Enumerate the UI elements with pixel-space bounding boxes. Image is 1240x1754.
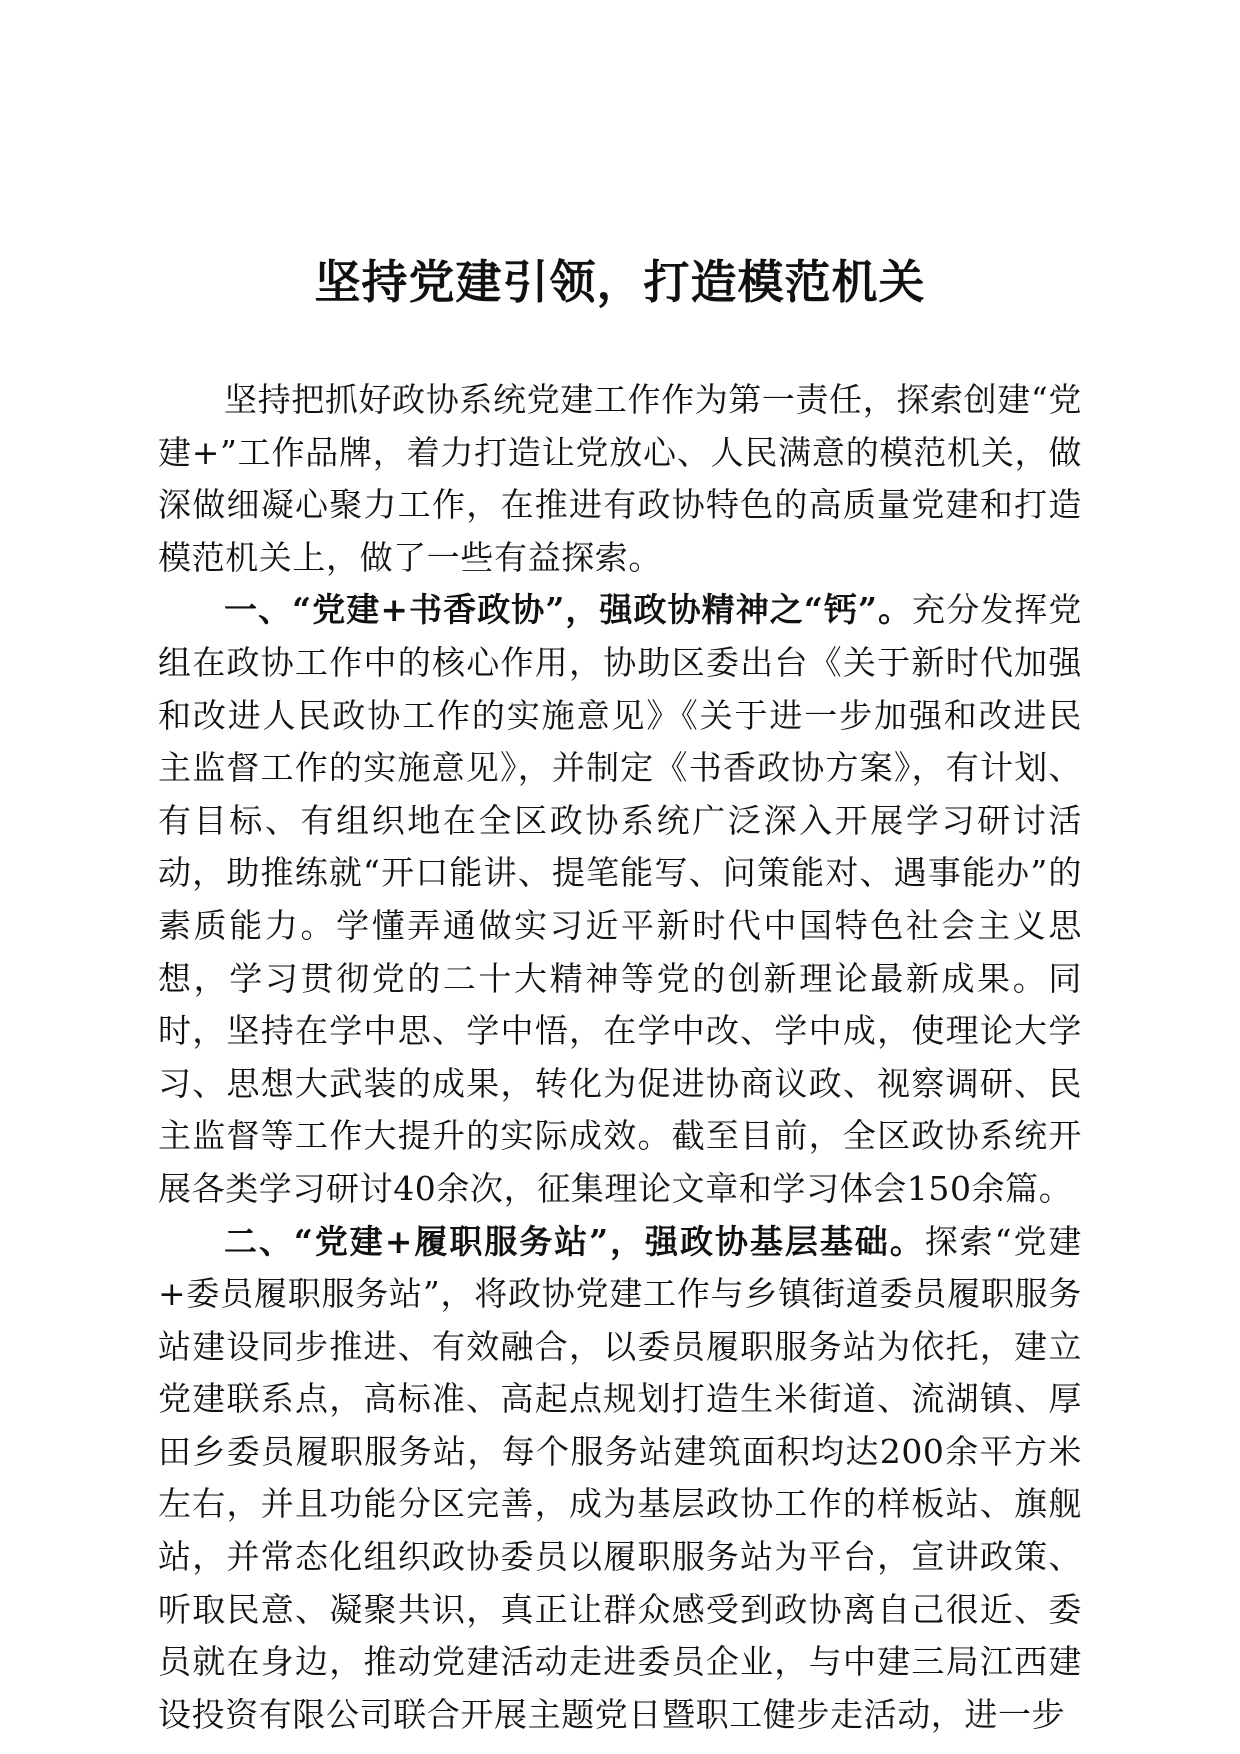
paragraph-section-1: [158, 584, 1082, 1215]
document-title: 坚持党建引领，打造模范机关: [314, 255, 926, 309]
document-body: [158, 374, 1082, 1741]
section-2-text: 探索“党建+委员履职服务站”，将政协党建工作与乡镇街道委员履职服务站建设同步推进、有效融合，以委员履职服务站为依托，建立党建联系点，高标准、高起点规划打造生米街道、流湖镇、厚田乡委员履职服务站，每个服务站建筑面积均达200余平方米左右，并且功能分区完善，成为基层政协工作的样板站、旗舰站，并常态化组织政协委员以履职服务站为平台，宣讲政策、听取民意、凝聚共识，真正让群众感受到政协离自己很近、委员就在身边，推动党建活动走进委员企业，与中建三局江西建设投资有限公司联合开展主题党日暨职工健步走活动，进一步: [158, 1221, 1082, 1734]
section-2-heading: 二、“党建+履职服务站”，强政协基层基础。: [224, 1221, 925, 1261]
paragraph-intro: [158, 374, 1082, 584]
section-1-text: 充分发挥党组在政协工作中的核心作用，协助区委出台《关于新时代加强和改进人民政协工作的实施意见》《关于进一步加强和改进民主监督工作的实施意见》，并制定《书香政协方案》，有计划、有目标、有组织地在全区政协系统广泛深入开展学习研讨活动，助推练就“开口能讲、提笔能写、问策能对、遇事能办”的素质能力。学懂弄通做实习近平新时代中国特色社会主义思想，学习贯彻党的二十大精神等党的创新理论最新成果。同时，坚持在学中思、学中悟，在学中改、学中成，使理论大学习、思想大武装的成果，转化为促进协商议政、视察调研、民主监督等工作大提升的实际成效。截至目前，全区政协系统开展各类学习研讨40余次，征集理论文章和学习体会150余篇。: [158, 590, 1083, 1208]
section-1-heading: 一、“党建+书香政协”，强政协精神之“钙”。: [224, 590, 913, 630]
paragraph-section-2: [158, 1216, 1082, 1742]
paragraph-intro-text: 坚持把抓好政协系统党建工作作为第一责任，探索创建“党建+”工作品牌，着力打造让党放心、人民满意的模范机关，做深做细凝心聚力工作，在推进有政协特色的高质量党建和打造模范机关上，做了一些有益探索。: [158, 380, 1082, 577]
